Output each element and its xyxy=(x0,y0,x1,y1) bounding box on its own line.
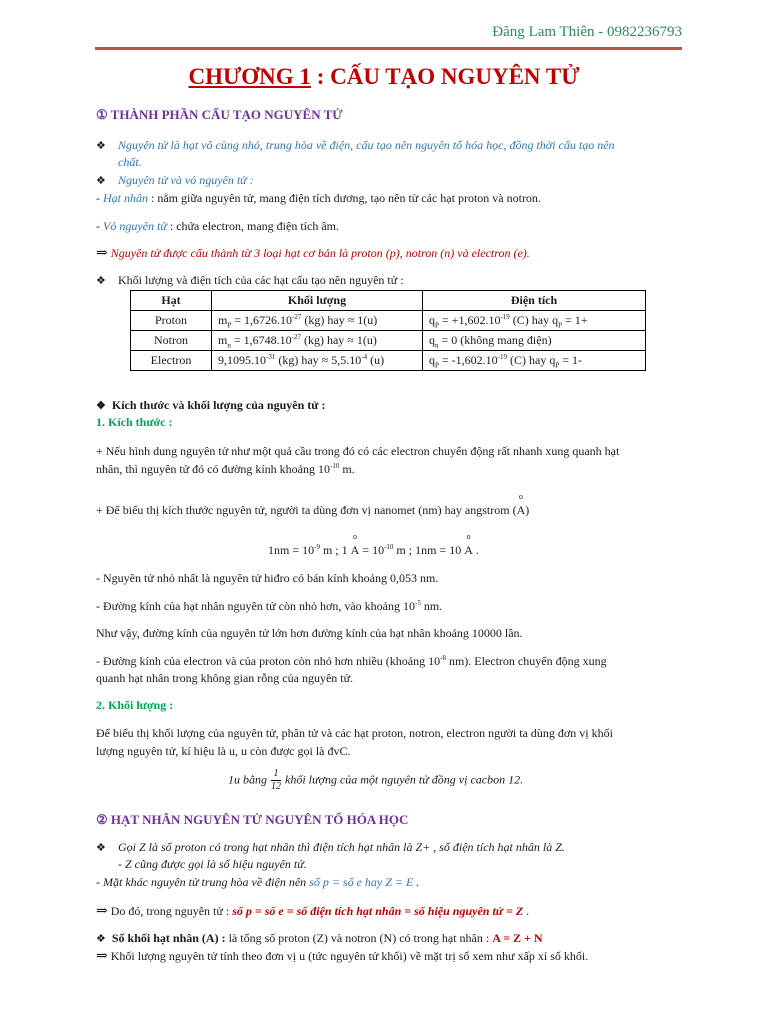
diamond-bullet-icon: ❖ xyxy=(96,140,106,152)
implies-arrow-icon: ⇒ xyxy=(96,904,108,919)
table-row xyxy=(131,351,646,371)
particle-mass: $m_P = 1,6726.10^{-27}$ (kg) hay ≈ 1(u) xyxy=(212,311,423,331)
section-1-title: THÀNH PHẦN CẤU TẠO NGUYÊN TỬ xyxy=(107,107,343,122)
diamond-bullet-icon: ❖ xyxy=(96,275,106,287)
definition-line-2: chất. xyxy=(118,155,142,169)
list-item xyxy=(96,173,106,188)
diamond-bullet-icon: ❖ xyxy=(96,400,106,412)
mass-subheading: 2. Khối lượng : xyxy=(96,698,174,712)
size-p6-line2: quanh hạt nhân trong không gian rỗng của nguyên tử. xyxy=(96,671,354,685)
section2-p4: ❖ Số khối hạt nhân (A) : là tổng số proton (Z) và notron (N) có trong hạt nhân : A = Z + N xyxy=(96,931,543,945)
shell-text: : chứa electron, mang điện tích âm. xyxy=(166,219,339,233)
size-p5: Như vậy, đường kính của nguyên tử lớn hơn đường kính của hạt nhân khoảng 10000 lần. xyxy=(96,626,523,640)
nucleus-shell-heading: Nguyên tử và vỏ nguyên tử : xyxy=(118,173,254,187)
size-p6-line1: - Đường kính của electron và của proton còn nhỏ hơn nhiều (khoảng $10^{-8}$ nm). Electron chuyển động xung xyxy=(96,654,607,668)
section2-p1b: - Z cũng được gọi là số hiệu nguyên tử. xyxy=(118,857,307,871)
particle-table xyxy=(130,290,646,371)
particle-charge: $q_P = +1,602.10^{-19}$ (C) hay $q_P = 1+$ xyxy=(423,311,646,331)
particle-mass: $m_n = 1,6748.10^{-27}$ (kg) hay ≈ 1(u) xyxy=(212,331,423,351)
particle-name: Proton xyxy=(131,311,212,331)
circled-one-icon: ① xyxy=(96,107,108,122)
table-header-row xyxy=(131,291,646,311)
section-1-heading xyxy=(96,107,343,123)
section-2-heading xyxy=(96,812,408,828)
size-mass-heading xyxy=(96,398,325,413)
diamond-bullet-icon: ❖ xyxy=(96,842,106,854)
unit-equation: $1nm = 10^{-9}$ m ; 1 o $A = 10^{-10}$ m ; 1nm = 10 o A . xyxy=(268,532,479,557)
table-intro: Khối lượng và điện tích của các hạt cấu tạo nên nguyên tử : xyxy=(118,273,404,287)
chapter-title xyxy=(0,64,768,90)
neutral-atom-equation: số p = số e hay Z = E xyxy=(309,875,414,889)
mass-number-label: Số khối hạt nhân (A) : xyxy=(111,931,226,945)
conclusion-line xyxy=(96,245,530,262)
particle-charge: $q_n = 0$ (không mang điện) xyxy=(423,331,646,351)
list-item xyxy=(96,273,106,288)
particle-name: Electron xyxy=(131,351,212,371)
particle-mass: $9,1095.10^{-31}$ (kg) hay ≈ $5,5.10^{-4}$ (u) xyxy=(212,351,423,371)
size-p1-line2: nhân, thì nguyên tử đó có đường kính khoảng $10^{-10}$ m. xyxy=(96,462,355,476)
mass-p1-line1: Để biểu thị khối lượng của nguyên tử, phân tử và các hạt proton, notron, electron người ta dùng đơn vị khối xyxy=(96,726,613,740)
size-mass-title: Kích thước và khối lượng của nguyên tử : xyxy=(111,398,326,412)
particle-charge: $q_P = -1,602.10^{-19}$ (C) hay $q_P = 1-$ xyxy=(423,351,646,371)
diamond-bullet-icon: ❖ xyxy=(96,175,106,187)
section2-p2: - Mặt khác nguyên tử trung hòa về điện nên số p = số e hay Z = E . xyxy=(96,875,420,889)
author-header: Đăng Lam Thiên - 0982236793 xyxy=(492,24,682,40)
shell-line: - Vỏ nguyên tử : chứa electron, mang điện tích âm. xyxy=(96,219,339,233)
diamond-bullet-icon: ❖ xyxy=(96,933,106,945)
mass-number-equation: A = Z + N xyxy=(492,931,543,945)
chapter-name: : CẤU TẠO NGUYÊN TỬ xyxy=(310,64,580,89)
table-row xyxy=(131,331,646,351)
shell-label: Vỏ nguyên tử xyxy=(103,219,167,233)
size-p3: - Nguyên tử nhỏ nhất là nguyên tử hiđro có bán kính khoảng 0,053 nm. xyxy=(96,571,439,585)
conclusion-text: Nguyên tử được cấu thành từ 3 loại hạt cơ bản là proton (p), notron (n) và electron (e). xyxy=(110,246,530,260)
list-item xyxy=(96,840,106,855)
nucleus-text: : nằm giữa nguyên tử, mang điện tích dương, tạo nên từ các hạt proton và notron. xyxy=(148,191,541,205)
implies-arrow-icon: ⇒ xyxy=(96,246,108,261)
table-row xyxy=(131,311,646,331)
fraction-one-twelfth: $\frac{1}{12}$ xyxy=(271,768,281,792)
nucleus-label: Hạt nhân xyxy=(103,191,148,205)
size-p4: - Đường kính của hạt nhân nguyên tử còn nhỏ hơn, vào khoảng $10^{-5}$ nm. xyxy=(96,599,443,613)
atom-identity-equation: số p = số e = số điện tích hạt nhân = số hiệu nguyên tử = Z xyxy=(232,904,524,918)
list-item xyxy=(96,138,106,153)
size-subheading: 1. Kích thước : xyxy=(96,415,173,429)
col-header-mass: Khối lượng xyxy=(212,291,423,311)
section2-p5: ⇒ Khối lượng nguyên tử tính theo đơn vị u (tức nguyên tử khối) về mặt trị số xem như xấp xỉ số khối. xyxy=(96,949,589,964)
definition-line-1: Nguyên tử là hạt vô cùng nhỏ, trung hòa về điện, cấu tạo nên nguyên tố hóa học, đồng thời cấu tạo nên xyxy=(118,138,615,152)
col-header-charge: Điện tích xyxy=(423,291,646,311)
chapter-number: CHƯƠNG 1 xyxy=(188,64,311,89)
section2-p1: Gọi Z là số proton có trong hạt nhân thì điện tích hạt nhân là Z+ , số điện tích hạt nhân là Z. xyxy=(118,840,565,854)
section2-p3: ⇒ Do đó, trong nguyên tử : số p = số e = số điện tích hạt nhân = số hiệu nguyên tử = Z . xyxy=(96,904,530,919)
angstrom-symbol: o A xyxy=(516,492,526,517)
circled-two-icon: ② xyxy=(96,812,108,827)
implies-arrow-icon: ⇒ xyxy=(96,949,108,964)
col-header-particle: Hạt xyxy=(131,291,212,311)
nucleus-line: - Hạt nhân : nằm giữa nguyên tử, mang điện tích dương, tạo nên từ các hạt proton và notron. xyxy=(96,191,541,205)
mass-p1-line2: lượng nguyên tử, kí hiệu là u, u còn được gọi là đvC. xyxy=(96,744,351,758)
unit-u-definition: 1u bằng $\frac{1}{12}$ khối lượng của một nguyên tử đồng vị cacbon 12. xyxy=(228,768,524,792)
header-rule xyxy=(95,47,682,50)
size-p2: + Để biểu thị kích thước nguyên tử, người ta dùng đơn vị nanomet (nm) hay angstrom ( o A) xyxy=(96,492,530,517)
section-2-title: HẠT NHÂN NGUYÊN TỬ NGUYÊN TỐ HÓA HỌC xyxy=(107,812,409,827)
particle-name: Notron xyxy=(131,331,212,351)
size-p1-line1: + Nếu hình dung nguyên tử như một quả cầu trong đó có các electron chuyển động rất nhanh xung quanh hạt xyxy=(96,444,620,458)
